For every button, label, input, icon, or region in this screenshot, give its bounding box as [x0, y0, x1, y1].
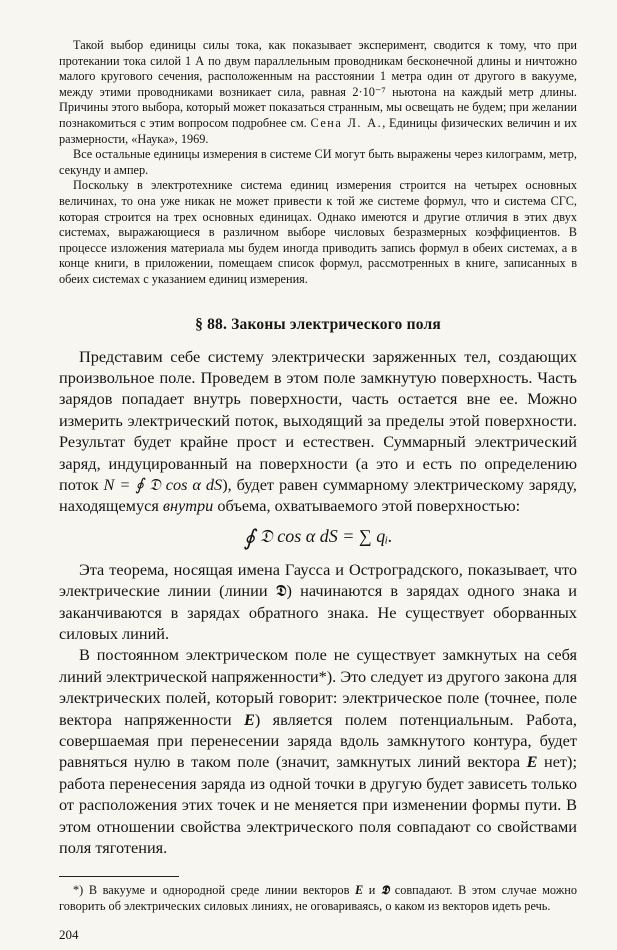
emphasis-inside: внутри [162, 496, 214, 516]
footnote: *) В вакууме и однородной среде линии векторов E и 𝕯 совпадают. В этом случае можно говорить об электрических силовых линиях, не оговариваясь, о каком из векторов идеть речь. [59, 883, 577, 914]
paragraph-units-choice: Такой выбор единицы силы тока, как показывает эксперимент, сводится к тому, что при протекании тока силой 1 А по двум параллельным проводникам бесконечной длины и ничтожно малого кругового сечения, расположенным на расстоянии 1 метра один от другого в вакууме, между этими проводниками возникает сила, равная 2·10⁻⁷ ньютона на каждый метр длины. Причины этого выбора, который может показаться странным, мы освещать не будем; при желании познакомиться с этим вопросом подробнее см. Сена Л. А., Единицы физических величин и их размерности, «Наука», 1969. [59, 38, 577, 146]
paragraph-potential-field: В постоянном электрическом поле не существует замкнутых на себя линий электрической напряженности*). Это следует из другого закона для электрических полей, который говорит: электрическое поле (точнее, поле вектора напряженности E) является полем потенциальным. Работа, совершаемая при перенесении заряда вдоль замкнутого контура, будет равняться нулю в таком поле (значит, замкнутых линий вектора E нет); работа перенесения заряда из одной точки в другую будет зависеть только от расположения этих точек и не меняется при изменении формы пути. В этом отношении свойства электрического поля совпадают со свойствами поля тяготения. [59, 645, 578, 858]
paragraph-si-units: Все остальные единицы измерения в системе СИ могут быть выражены через килограмм, метр, секунду и ампер. [59, 147, 577, 177]
inline-flux-formula: N = ∮ 𝔇 cos α dS [103, 474, 223, 494]
page-number: 204 [59, 926, 79, 942]
section-title: § 88. Законы электрического поля [195, 315, 441, 333]
paragraph-unit-systems: Поскольку в электротехнике система единиц измерения строится на четырех основных величинах, то она уже никак не может привести к той же системе формул, что и система СГС, которая строится на трех основных единицах. Однако имеются и другие отличия в этих двух системах, выражающиеся в различном выборе числовых безразмерных коэффициентов. В процессе изложения материала мы будем иногда приводить запись формул в обеих системах, а в конце книги, в приложении, помещаем список формул, рассмотренных в книге, записанных в обеих системах с указанием единиц измерения. [59, 178, 577, 286]
vector-e-symbol: E [244, 709, 255, 729]
contour-integral-symbol: ∮ [243, 524, 255, 550]
author-reference: Сена Л. А. [310, 115, 383, 130]
paragraph-gauss-theorem: Эта теорема, носящая имена Гаусса и Остроградского, показывает, что электрические линии (линии 𝕯) начинаются в зарядах одного знака и заканчиваются в зарядах обратного знака. Не существует оборванных силовых линий. [59, 559, 577, 643]
vector-e-symbol: E [526, 752, 538, 772]
gauss-formula: ∮ 𝔇 cos α dS = ∑ qᵢ. [243, 524, 393, 550]
paragraph-gauss-intro: Представим себе систему электрически заряженных тел, создающих произвольное поле. Проведем в этом поле замкнутую поверхность. Часть зарядов попадает внутрь поверхности, часть остается вне ее. Можно измерить электрический поток, выходящий за пределы этой поверхности. Результат будет крайне прост и естествен. Суммарный электрический заряд, индуцированный на поверхности (а это и есть по определению поток N = ∮ 𝔇 cos α dS), будет равен суммарному электрическому заряду, находящемуся внутри объема, охватываемого этой поверхностью: [59, 346, 577, 516]
footnote-vector-e: E [355, 883, 364, 898]
footnote-divider [59, 876, 179, 877]
footnote-vector-d: 𝕯 [381, 883, 390, 898]
